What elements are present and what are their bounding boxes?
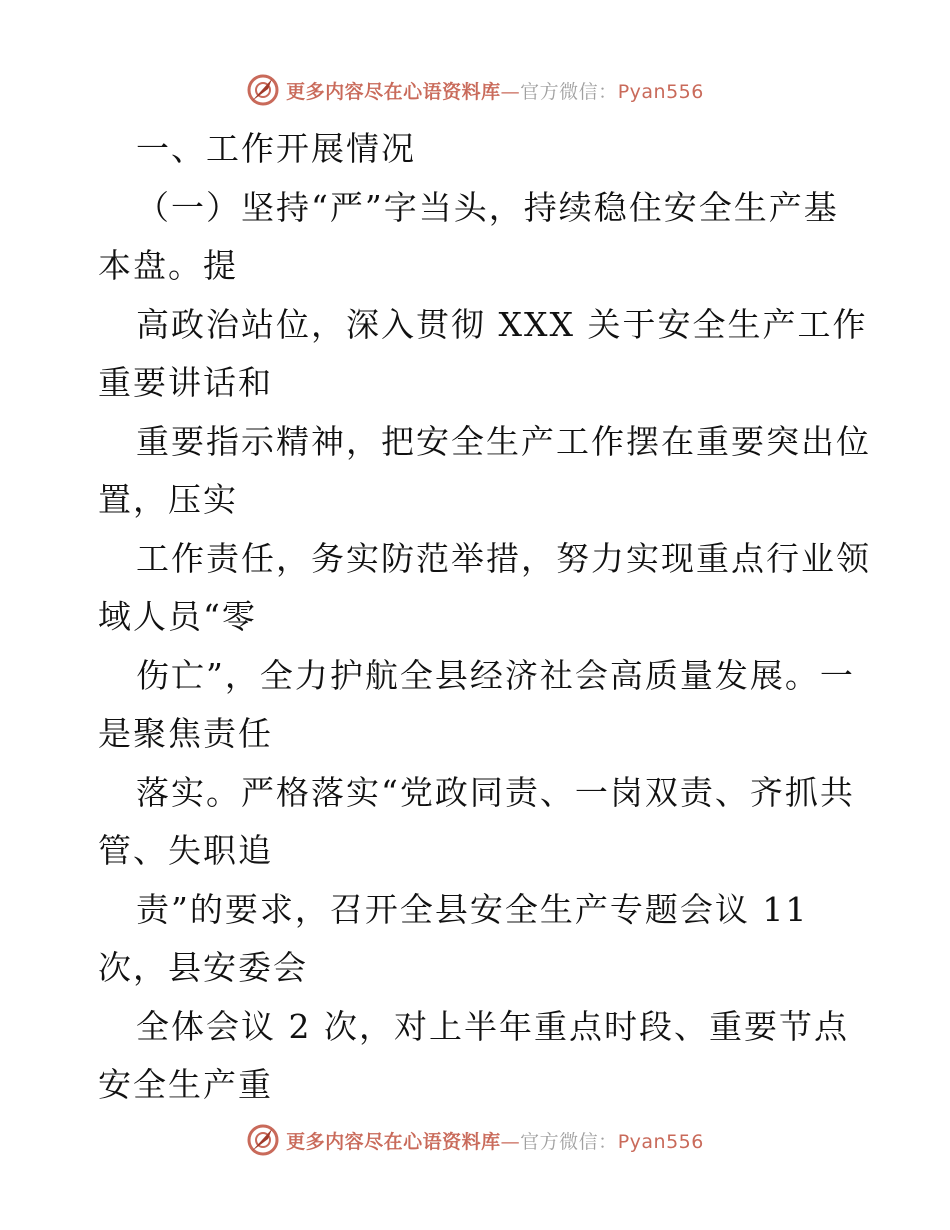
watermark-dash: — xyxy=(500,80,521,103)
text-line: 域人员“零 xyxy=(98,597,257,636)
watermark-site: 更多内容尽在心语资料库 xyxy=(286,1130,501,1153)
footer-watermark xyxy=(0,1120,950,1160)
watermark-wechat-label: 官方微信： xyxy=(520,80,618,103)
text-line: 本盘。提 xyxy=(98,246,238,285)
text-line: 责”的要求，召开全县安全生产专题会议 11 xyxy=(136,889,809,929)
text-line: 落实。严格落实“党政同责、一岗双责、齐抓共 xyxy=(136,772,855,812)
watermark-handle: Pyan556 xyxy=(617,80,704,103)
section-heading: 一、工作开展情况 xyxy=(136,129,416,168)
watermark-site: 更多内容尽在心语资料库 xyxy=(286,80,501,103)
watermark-handle: Pyan556 xyxy=(617,1130,704,1153)
text-line: 置，压实 xyxy=(98,480,238,519)
document-body xyxy=(98,120,871,1115)
quill-logo-icon xyxy=(246,73,280,107)
text-line: 重要指示精神，把安全生产工作摆在重要突出位 xyxy=(136,421,871,461)
text-line: 管、失职追 xyxy=(98,831,273,870)
quill-logo-icon xyxy=(246,1123,280,1157)
watermark-wechat-label: 官方微信： xyxy=(520,1130,618,1153)
text-line: 重要讲话和 xyxy=(98,363,273,402)
text-line: 伤亡”，全力护航全县经济社会高质量发展。一 xyxy=(136,655,855,695)
watermark-text xyxy=(286,1127,704,1154)
text-line: 工作责任，务实防范举措，努力实现重点行业领 xyxy=(136,538,871,578)
text-line: 是聚焦责任 xyxy=(98,714,273,753)
text-line: 次，县安委会 xyxy=(98,948,308,987)
text-line: 安全生产重 xyxy=(98,1065,273,1104)
watermark-text xyxy=(286,77,704,104)
text-line: 高政治站位，深入贯彻 XXX 关于安全生产工作 xyxy=(136,304,868,344)
header-watermark xyxy=(0,70,950,110)
text-line: （一）坚持“严”字当头，持续稳住安全生产基 xyxy=(136,187,839,227)
text-line: 全体会议 2 次，对上半年重点时段、重要节点 xyxy=(136,1006,849,1046)
watermark-dash: — xyxy=(500,1130,521,1153)
